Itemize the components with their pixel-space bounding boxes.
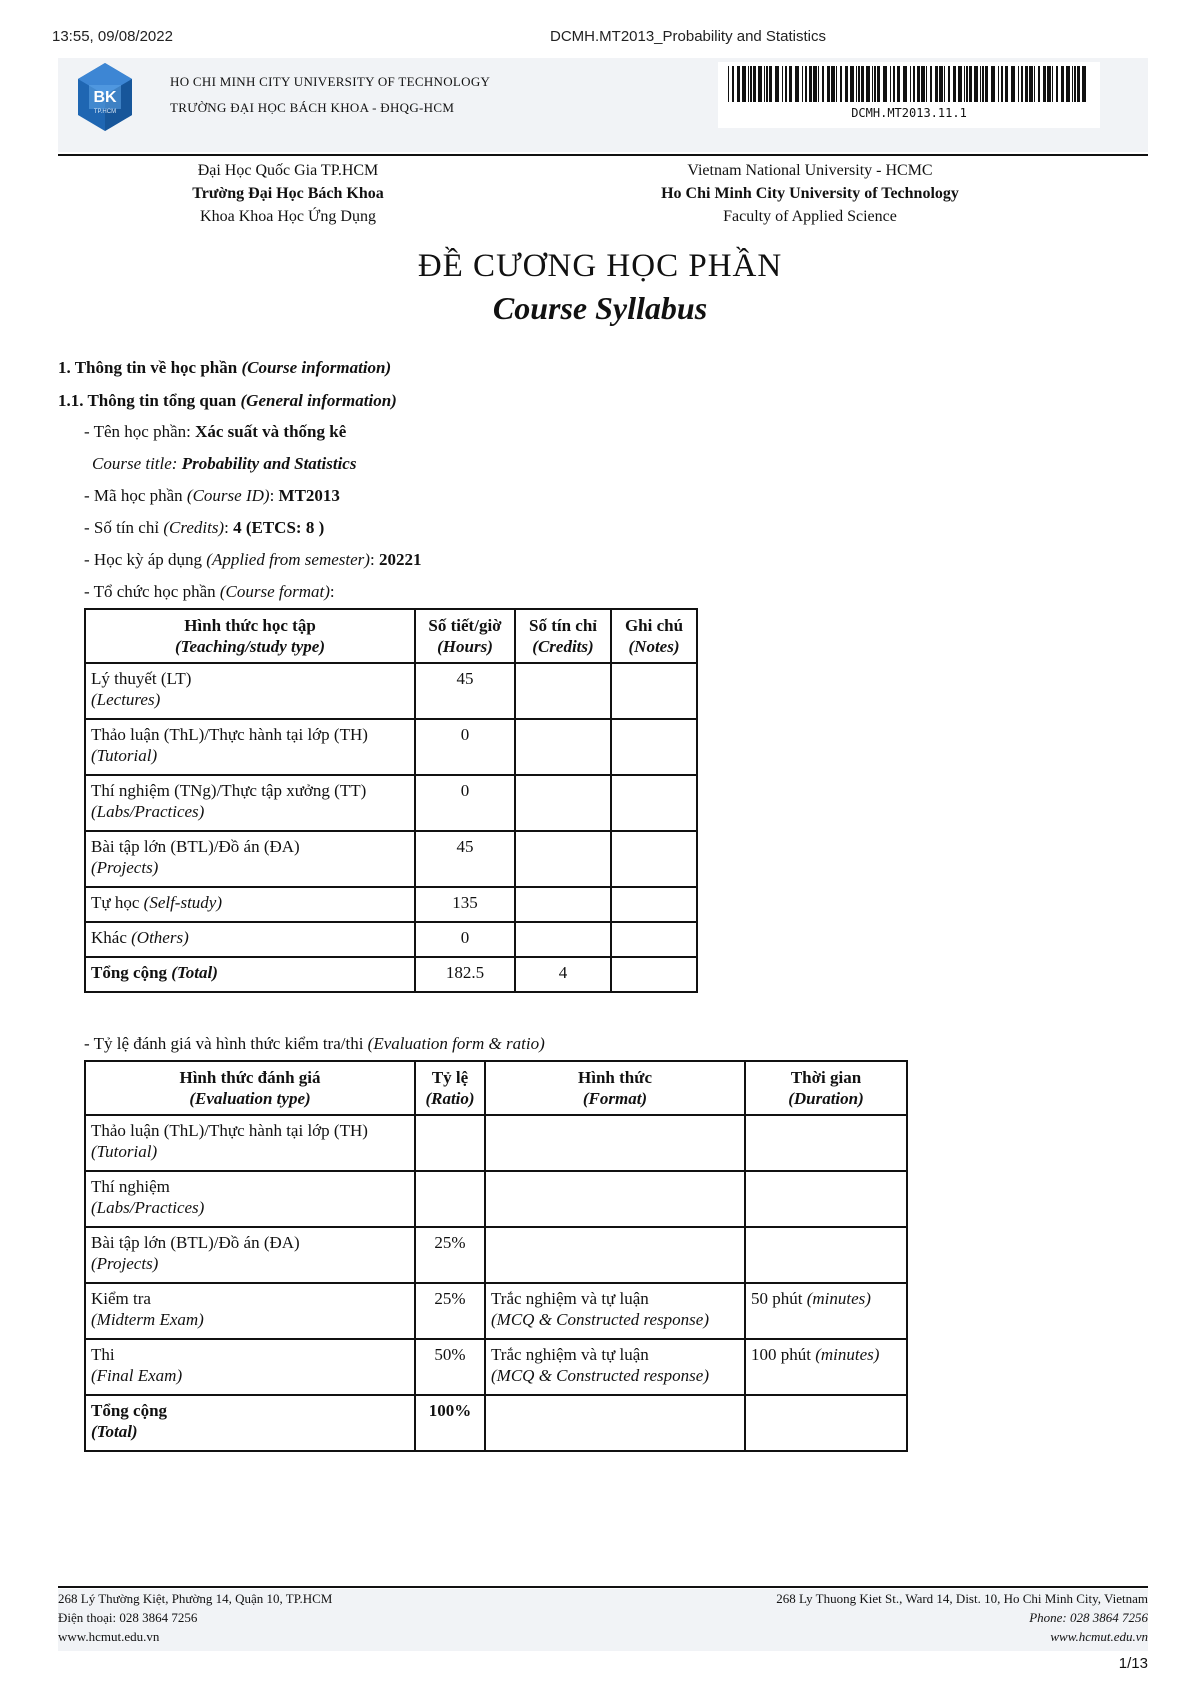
table-header: Thời gian (Duration) bbox=[745, 1061, 907, 1115]
table-cell bbox=[515, 719, 611, 775]
table-row bbox=[85, 922, 697, 957]
barcode-bar bbox=[883, 66, 887, 102]
barcode-bar bbox=[991, 66, 995, 102]
barcode-icon bbox=[728, 66, 1090, 102]
table-row bbox=[85, 663, 697, 719]
table-cell: Bài tập lớn (BTL)/Đồ án (ĐA) (Projects) bbox=[85, 831, 415, 887]
table-cell bbox=[515, 663, 611, 719]
table-cell: 50% bbox=[415, 1339, 485, 1395]
table-header: Hình thức (Format) bbox=[485, 1061, 745, 1115]
table-cell: Trắc nghiệm và tự luận (MCQ & Constructed response) bbox=[485, 1283, 745, 1339]
footer-website-link[interactable]: www.hcmut.edu.vn bbox=[1050, 1629, 1148, 1644]
print-header bbox=[52, 28, 1148, 50]
table-header: Số tín chỉ (Credits) bbox=[515, 609, 611, 663]
barcode-bar bbox=[1082, 66, 1086, 102]
barcode-bar bbox=[850, 66, 854, 102]
table-cell: 100 phút (minutes) bbox=[745, 1339, 907, 1395]
table-header: Hình thức học tập (Teaching/study type) bbox=[85, 609, 415, 663]
table-cell bbox=[745, 1227, 907, 1283]
barcode-text: DCMH.MT2013.11.1 bbox=[851, 106, 967, 120]
table-row bbox=[85, 719, 697, 775]
barcode-bar bbox=[985, 66, 988, 102]
barcode-bar bbox=[926, 66, 927, 102]
footer-address-vn bbox=[58, 1589, 332, 1646]
print-datetime: 13:55, 09/08/2022 bbox=[52, 28, 173, 45]
institution-en bbox=[630, 159, 990, 228]
table-cell: 50 phút (minutes) bbox=[745, 1283, 907, 1339]
barcode-bar bbox=[858, 66, 860, 102]
barcode-bar bbox=[813, 66, 817, 102]
barcode-bar bbox=[980, 66, 981, 102]
table-cell bbox=[745, 1395, 907, 1451]
evaluation-table bbox=[84, 1060, 908, 1452]
logo-text: BK bbox=[93, 89, 117, 106]
barcode-bar bbox=[1018, 66, 1019, 102]
course-format-table bbox=[84, 608, 698, 993]
barcode-bar bbox=[758, 66, 762, 102]
barcode-bar bbox=[831, 66, 835, 102]
barcode-bar bbox=[1005, 66, 1008, 102]
table-cell: Thảo luận (ThL)/Thực hành tại lớp (TH) (Tutorial) bbox=[85, 719, 415, 775]
barcode-bar bbox=[966, 66, 968, 102]
table-row bbox=[85, 831, 697, 887]
footer-line: Điện thoại: 028 3864 7256 bbox=[58, 1610, 198, 1625]
barcode-bar bbox=[953, 66, 956, 102]
table-cell: 0 bbox=[415, 922, 515, 957]
table-cell: Tổng cộng (Total) bbox=[85, 1395, 415, 1451]
barcode-bar bbox=[1056, 66, 1058, 102]
barcode-bar bbox=[939, 66, 943, 102]
table-cell bbox=[415, 1115, 485, 1171]
table-cell bbox=[515, 831, 611, 887]
table-cell bbox=[611, 957, 697, 992]
institution-vn bbox=[148, 159, 428, 228]
barcode-bar bbox=[732, 66, 734, 102]
footer-divider bbox=[58, 1586, 1148, 1588]
barcode-bar bbox=[893, 66, 895, 102]
barcode-bar bbox=[872, 66, 873, 102]
barcode-bar bbox=[750, 66, 752, 102]
barcode-bar bbox=[845, 66, 848, 102]
footer-address-en bbox=[776, 1589, 1148, 1646]
barcode-bar bbox=[769, 66, 772, 102]
barcode-bar bbox=[913, 66, 915, 102]
barcode-bar bbox=[974, 66, 978, 102]
barcode-bar bbox=[1021, 66, 1023, 102]
table-cell: 25% bbox=[415, 1283, 485, 1339]
table-row-total bbox=[85, 1395, 907, 1451]
barcode-bar bbox=[903, 66, 907, 102]
table-cell: Lý thuyết (LT) (Lectures) bbox=[85, 663, 415, 719]
print-document-title: DCMH.MT2013_Probability and Statistics bbox=[550, 28, 826, 45]
table-cell bbox=[415, 1171, 485, 1227]
barcode-bar bbox=[897, 66, 900, 102]
footer-line: 268 Ly Thuong Kiet St., Ward 14, Dist. 10, Ho Chi Minh City, Vietnam bbox=[776, 1591, 1148, 1606]
barcode-bar bbox=[818, 66, 819, 102]
barcode-bar bbox=[874, 66, 876, 102]
table-cell: Khác (Others) bbox=[85, 922, 415, 957]
barcode-bar bbox=[1029, 66, 1033, 102]
barcode-bar bbox=[1025, 66, 1028, 102]
table-cell bbox=[485, 1115, 745, 1171]
section-1-1-heading: 1.1. Thông tin tổng quan (General information) bbox=[58, 391, 397, 410]
barcode-bar bbox=[775, 66, 779, 102]
barcode-bar bbox=[753, 66, 756, 102]
course-id: - Mã học phần (Course ID): MT2013 bbox=[84, 486, 340, 505]
syllabus-subtitle: Course Syllabus bbox=[492, 290, 708, 326]
barcode-bar bbox=[836, 66, 837, 102]
institution-en-line: Ho Chi Minh City University of Technology bbox=[661, 185, 959, 202]
table-cell: Bài tập lớn (BTL)/Đồ án (ĐA) (Projects) bbox=[85, 1227, 415, 1283]
table-header: Số tiết/giờ (Hours) bbox=[415, 609, 515, 663]
course-title: Course title: Probability and Statistics bbox=[92, 454, 357, 473]
barcode-bar bbox=[840, 66, 842, 102]
barcode-bar bbox=[822, 66, 824, 102]
table-header: Ghi chú (Notes) bbox=[611, 609, 697, 663]
table-cell: 135 bbox=[415, 887, 515, 922]
table-row bbox=[85, 1283, 907, 1339]
barcode-bar bbox=[782, 66, 783, 102]
barcode-bar bbox=[948, 66, 950, 102]
barcode-bar bbox=[1052, 66, 1053, 102]
table-cell: Tự học (Self-study) bbox=[85, 887, 415, 922]
table-cell: 182.5 bbox=[415, 957, 515, 992]
table-cell: 0 bbox=[415, 775, 515, 831]
table-cell bbox=[611, 887, 697, 922]
barcode-bar bbox=[785, 66, 787, 102]
barcode-bar bbox=[1061, 66, 1064, 102]
barcode-bar bbox=[921, 66, 925, 102]
barcode-bar bbox=[795, 66, 799, 102]
table-cell: 45 bbox=[415, 831, 515, 887]
barcode-bar bbox=[890, 66, 891, 102]
barcode-bar bbox=[789, 66, 792, 102]
syllabus-title: ĐỀ CƯƠNG HỌC PHẦN bbox=[417, 248, 783, 284]
section-1-heading: 1. Thông tin về học phần (Course information) bbox=[58, 358, 392, 377]
table-cell bbox=[485, 1171, 745, 1227]
evaluation-label: - Tỷ lệ đánh giá và hình thức kiểm tra/thi (Evaluation form & ratio) bbox=[84, 1034, 545, 1053]
course-name: - Tên học phần: Xác suất và thống kê bbox=[84, 422, 347, 441]
barcode-bar bbox=[1001, 66, 1003, 102]
barcode-bar bbox=[748, 66, 749, 102]
table-cell bbox=[515, 887, 611, 922]
barcode-bar bbox=[1043, 66, 1046, 102]
barcode-bar bbox=[861, 66, 864, 102]
university-name-en: HO CHI MINH CITY UNIVERSITY OF TECHNOLOGY bbox=[170, 74, 491, 89]
barcode-bar bbox=[935, 66, 938, 102]
barcode-bar bbox=[1066, 66, 1070, 102]
barcode-bar bbox=[1038, 66, 1040, 102]
university-banner bbox=[58, 58, 1148, 152]
footer-line: Phone: 028 3864 7256 bbox=[1029, 1610, 1148, 1625]
barcode-bar bbox=[764, 66, 765, 102]
footer-line: 268 Lý Thường Kiệt, Phường 14, Quận 10, TP.HCM bbox=[58, 1591, 333, 1606]
barcode-bar bbox=[1074, 66, 1076, 102]
barcode-bar bbox=[998, 66, 999, 102]
barcode-bar bbox=[737, 66, 740, 102]
table-cell: 4 bbox=[515, 957, 611, 992]
table-header: Tỷ lệ (Ratio) bbox=[415, 1061, 485, 1115]
barcode-bar bbox=[856, 66, 857, 102]
barcode-bar bbox=[910, 66, 911, 102]
table-cell: 0 bbox=[415, 719, 515, 775]
table-row bbox=[85, 1171, 907, 1227]
barcode-bar bbox=[964, 66, 965, 102]
header-divider bbox=[58, 154, 1148, 156]
institution-vn-line: Trường Đại Học Bách Khoa bbox=[192, 185, 384, 202]
table-cell: Thí nghiệm (Labs/Practices) bbox=[85, 1171, 415, 1227]
table-row bbox=[85, 1339, 907, 1395]
table-row bbox=[85, 775, 697, 831]
course-format-label: - Tổ chức học phần (Course format): bbox=[84, 582, 335, 601]
table-cell bbox=[745, 1171, 907, 1227]
table-cell bbox=[611, 719, 697, 775]
institution-en-line: Faculty of Applied Science bbox=[723, 208, 897, 225]
table-cell: Kiểm tra (Midterm Exam) bbox=[85, 1283, 415, 1339]
barcode-bar bbox=[969, 66, 972, 102]
table-cell bbox=[515, 922, 611, 957]
table-cell: Trắc nghiệm và tự luận (MCQ & Constructed response) bbox=[485, 1339, 745, 1395]
barcode-bar bbox=[866, 66, 870, 102]
table-cell: Thảo luận (ThL)/Thực hành tại lớp (TH) (Tutorial) bbox=[85, 1115, 415, 1171]
table-cell: Thi (Final Exam) bbox=[85, 1339, 415, 1395]
barcode-bar bbox=[1047, 66, 1051, 102]
table-cell bbox=[485, 1227, 745, 1283]
barcode-bar bbox=[809, 66, 812, 102]
barcode-bar bbox=[728, 66, 729, 102]
table-cell: Thí nghiệm (TNg)/Thực tập xưởng (TT) (Labs/Practices) bbox=[85, 775, 415, 831]
barcode-bar bbox=[742, 66, 746, 102]
table-cell bbox=[611, 831, 697, 887]
table-row bbox=[85, 887, 697, 922]
footer-website-link[interactable]: www.hcmut.edu.vn bbox=[58, 1629, 160, 1644]
barcode-bar bbox=[1034, 66, 1035, 102]
table-row bbox=[85, 1227, 907, 1283]
table-row-total bbox=[85, 957, 697, 992]
table-cell: 100% bbox=[415, 1395, 485, 1451]
barcode-bar bbox=[802, 66, 803, 102]
table-cell bbox=[611, 663, 697, 719]
table-cell: 25% bbox=[415, 1227, 485, 1283]
barcode bbox=[718, 62, 1100, 128]
table-cell bbox=[485, 1395, 745, 1451]
institution-vn-line: Đại Học Quốc Gia TP.HCM bbox=[197, 162, 379, 179]
barcode-bar bbox=[1072, 66, 1073, 102]
university-name-vn: TRƯỜNG ĐẠI HỌC BÁCH KHOA - ĐHQG-HCM bbox=[170, 100, 455, 115]
table-cell bbox=[515, 775, 611, 831]
table-header: Hình thức đánh giá (Evaluation type) bbox=[85, 1061, 415, 1115]
institution-en-line: Vietnam National University - HCMC bbox=[687, 162, 933, 179]
page-number: 1/13 bbox=[1118, 1655, 1148, 1672]
table-cell bbox=[611, 775, 697, 831]
barcode-bar bbox=[877, 66, 880, 102]
barcode-bar bbox=[944, 66, 945, 102]
bk-logo-icon bbox=[74, 61, 136, 133]
table-cell: 45 bbox=[415, 663, 515, 719]
table-cell bbox=[745, 1115, 907, 1171]
course-credits: - Số tín chỉ (Credits): 4 (ETCS: 8 ) bbox=[84, 518, 325, 537]
barcode-bar bbox=[917, 66, 920, 102]
institution-vn-line: Khoa Khoa Học Ứng Dụng bbox=[200, 208, 376, 225]
logo-subtext: TP.HCM bbox=[93, 109, 117, 115]
barcode-bar bbox=[958, 66, 962, 102]
barcode-bar bbox=[1077, 66, 1080, 102]
course-semester: - Học kỳ áp dụng (Applied from semester): 20221 bbox=[84, 550, 422, 569]
barcode-bar bbox=[1011, 66, 1015, 102]
barcode-bar bbox=[827, 66, 830, 102]
barcode-bar bbox=[766, 66, 768, 102]
table-row bbox=[85, 1115, 907, 1171]
barcode-bar bbox=[930, 66, 932, 102]
barcode-bar bbox=[805, 66, 807, 102]
barcode-bar bbox=[982, 66, 984, 102]
table-cell bbox=[611, 922, 697, 957]
table-cell: Tổng cộng (Total) bbox=[85, 957, 415, 992]
